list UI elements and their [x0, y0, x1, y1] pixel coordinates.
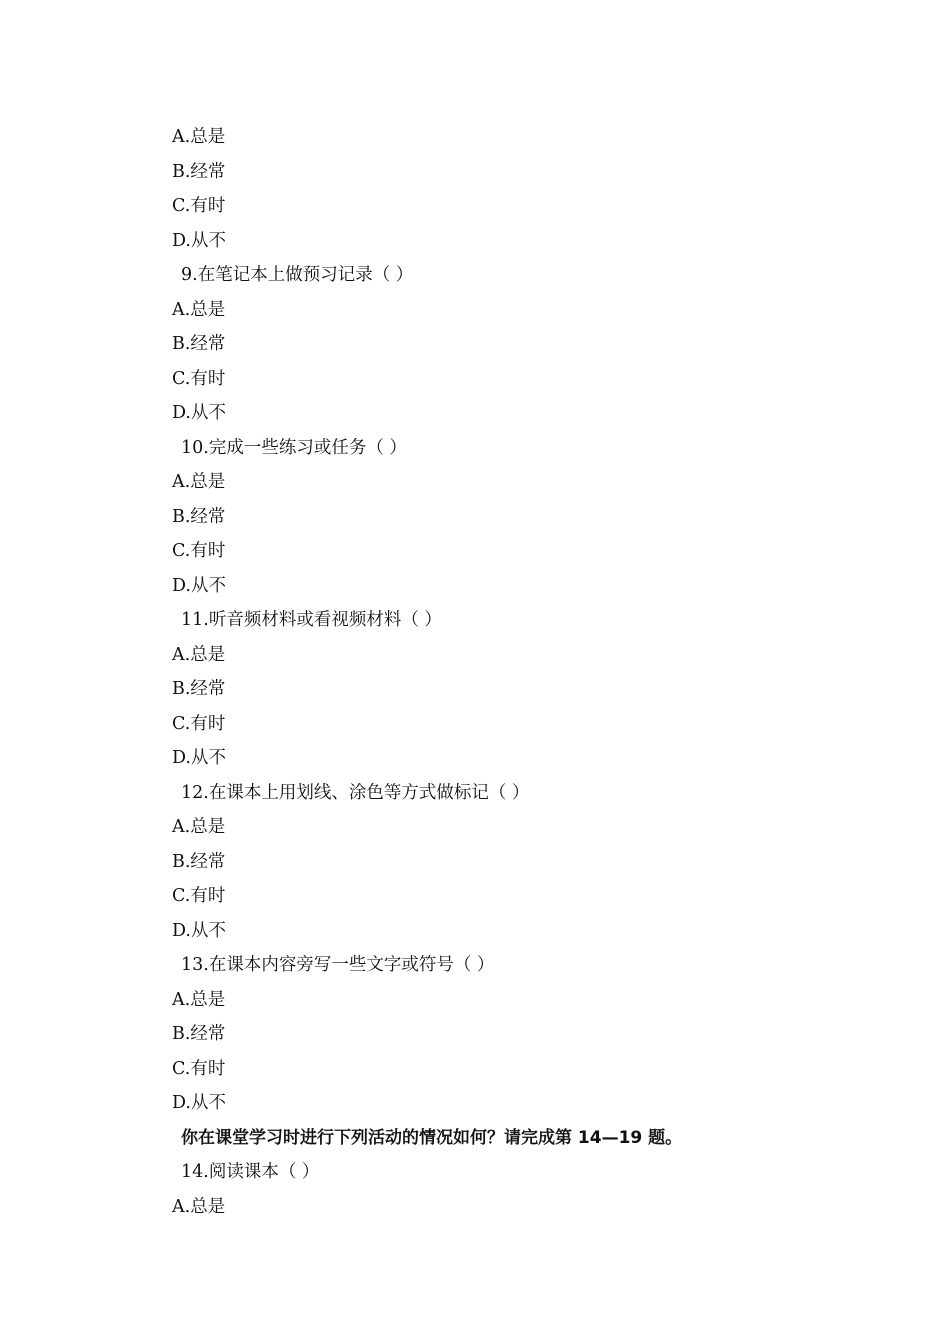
question-text: 12.在课本上用划线、涂色等方式做标记（ ）: [181, 782, 530, 803]
answer-option: B.经常: [172, 506, 226, 527]
answer-option: B.经常: [172, 161, 226, 182]
answer-option: D.从不: [172, 230, 226, 251]
answer-option: C.有时: [172, 886, 226, 906]
answer-option: D.从不: [172, 748, 226, 768]
answer-option: A.总是: [172, 817, 226, 837]
answer-option: D.从不: [172, 920, 226, 941]
section-instruction: 你在课堂学习时进行下列活动的情况如何？请完成第 14—19 题。: [181, 1127, 683, 1148]
answer-option: D.从不: [172, 403, 226, 423]
question-text: 11.听音频材料或看视频材料（ ）: [181, 610, 442, 630]
answer-option: B.经常: [172, 1024, 226, 1044]
answer-option: A.总是: [172, 1196, 226, 1217]
answer-option: D.从不: [172, 575, 226, 596]
answer-option: D.从不: [172, 1093, 226, 1113]
answer-option: A.总是: [172, 299, 226, 320]
answer-option: B.经常: [172, 334, 226, 354]
question-text: 13.在课本内容旁写一些文字或符号（ ）: [181, 955, 495, 975]
answer-option: C.有时: [172, 1058, 226, 1079]
answer-option: C.有时: [172, 196, 226, 216]
answer-option: C.有时: [172, 713, 226, 734]
answer-option: B.经常: [172, 679, 226, 699]
answer-option: A.总是: [172, 472, 226, 492]
answer-option: C.有时: [172, 368, 226, 389]
question-text: 10.完成一些练习或任务（ ）: [181, 437, 407, 458]
answer-option: A.总是: [172, 127, 226, 147]
question-text: 14.阅读课本（ ）: [181, 1162, 320, 1182]
questionnaire-content: [0, 120, 950, 1224]
answer-option: B.经常: [172, 851, 226, 872]
answer-option: A.总是: [172, 989, 226, 1010]
answer-option: C.有时: [172, 541, 226, 561]
question-text: 9.在笔记本上做预习记录（ ）: [181, 265, 414, 285]
answer-option: A.总是: [172, 644, 226, 665]
